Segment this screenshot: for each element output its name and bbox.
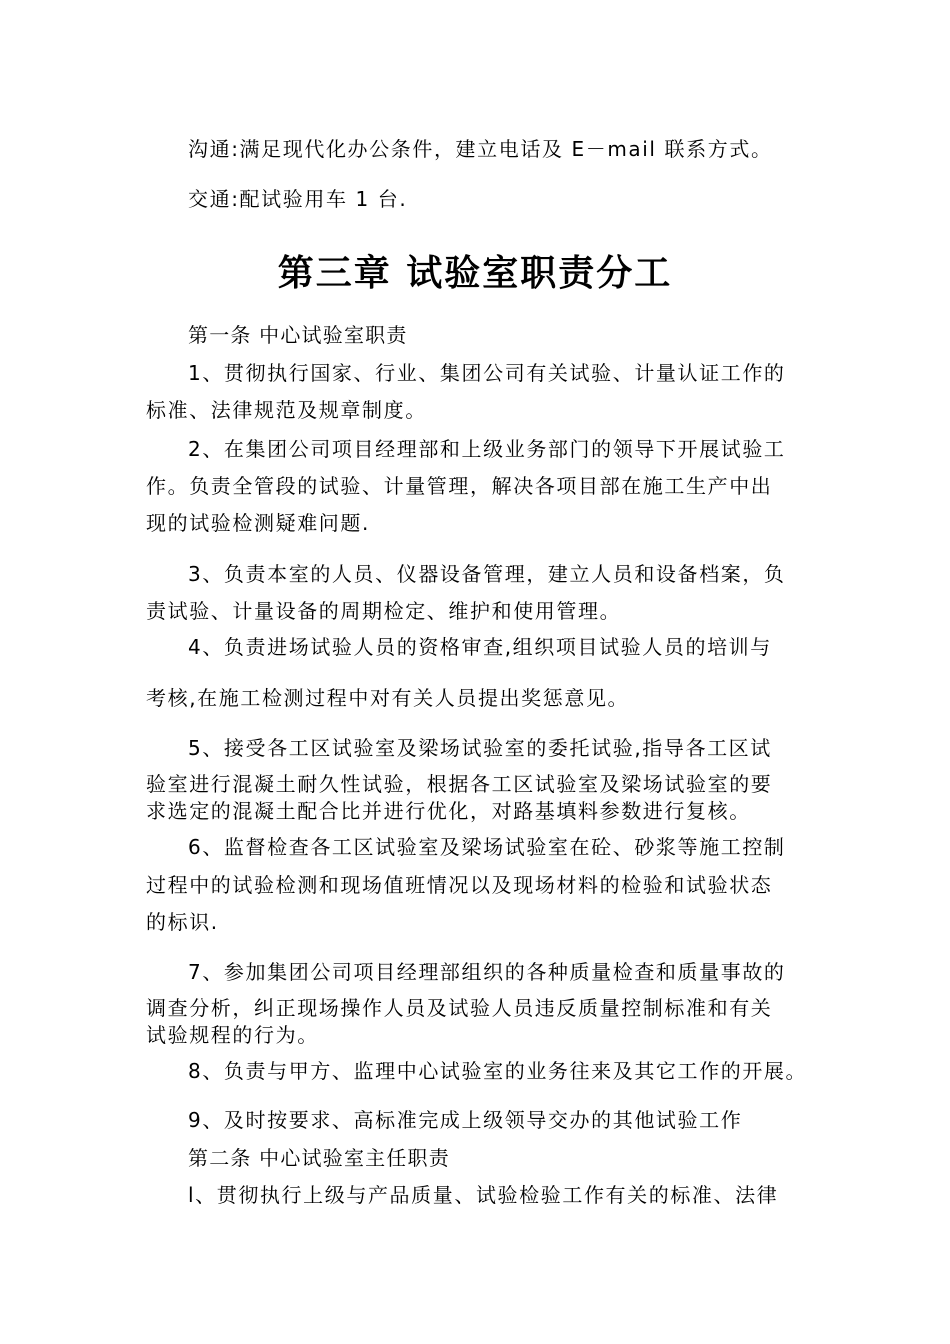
item-1-line-2: 标准、法律规范及规章制度。 [146,398,427,422]
item-1-line-1: 1、贯彻执行国家、行业、集团公司有关试验、计量认证工作的 [188,361,786,385]
item-3-line-2: 责试验、计量设备的周期检定、维护和使用管理。 [146,599,622,623]
article-1-title: 第一条 中心试验室职责 [188,323,408,347]
item-6-line-1: 6、监督检查各工区试验室及梁场试验室在砼、砂浆等施工控制 [188,835,786,859]
item-2-line-3: 现的试验检测疑难问题. [146,511,370,535]
item-9-line-1: 9、及时按要求、高标准完成上级领导交办的其他试验工作 [188,1108,743,1132]
item-8-line-1: 8、负责与甲方、监理中心试验室的业务往来及其它工作的开展。 [188,1059,808,1083]
item-2-line-1: 2、在集团公司项目经理部和上级业务部门的领导下开展试验工 [188,437,786,461]
item-6-line-2: 过程中的试验检测和现场值班情况以及现场材料的检验和试验状态 [146,873,773,897]
article-2-title: 第二条 中心试验室主任职责 [188,1146,450,1170]
article-2-item-1-line-1: l、贯彻执行上级与产品质量、试验检验工作有关的标准、法律 [188,1183,779,1207]
item-5-line-1: 5、接受各工区试验室及梁场试验室的委托试验,指导各工区试 [188,736,772,760]
item-7-line-2: 调查分析，纠正现场操作人员及试验人员违反质量控制标准和有关 [146,996,773,1020]
item-5-line-2: 验室进行混凝土耐久性试验，根据各工区试验室及梁场试验室的要 [146,772,773,796]
item-6-line-3: 的标识. [146,910,219,934]
item-2-line-2: 作。负责全管段的试验、计量管理，解决各项目部在施工生产中出 [146,474,773,498]
transport-line: 交通:配试验用车 1 台. [188,187,408,211]
item-7-line-3: 试验规程的行为。 [146,1023,319,1047]
item-4-line-2: 考核,在施工检测过程中对有关人员提出奖惩意见。 [146,686,630,710]
communication-line: 沟通:满足现代化办公条件，建立电话及 E－mail 联系方式。 [188,137,773,161]
item-4-line-1: 4、负责进场试验人员的资格审查,组织项目试验人员的培训与 [188,635,772,659]
item-3-line-1: 3、负责本室的人员、仪器设备管理，建立人员和设备档案，负 [188,562,786,586]
chapter-title: 第三章 试验室职责分工 [277,253,673,294]
item-5-line-3: 求选定的混凝土配合比并进行优化，对路基填料参数进行复核。 [146,799,751,823]
item-7-line-1: 7、参加集团公司项目经理部组织的各种质量检查和质量事故的 [188,960,786,984]
